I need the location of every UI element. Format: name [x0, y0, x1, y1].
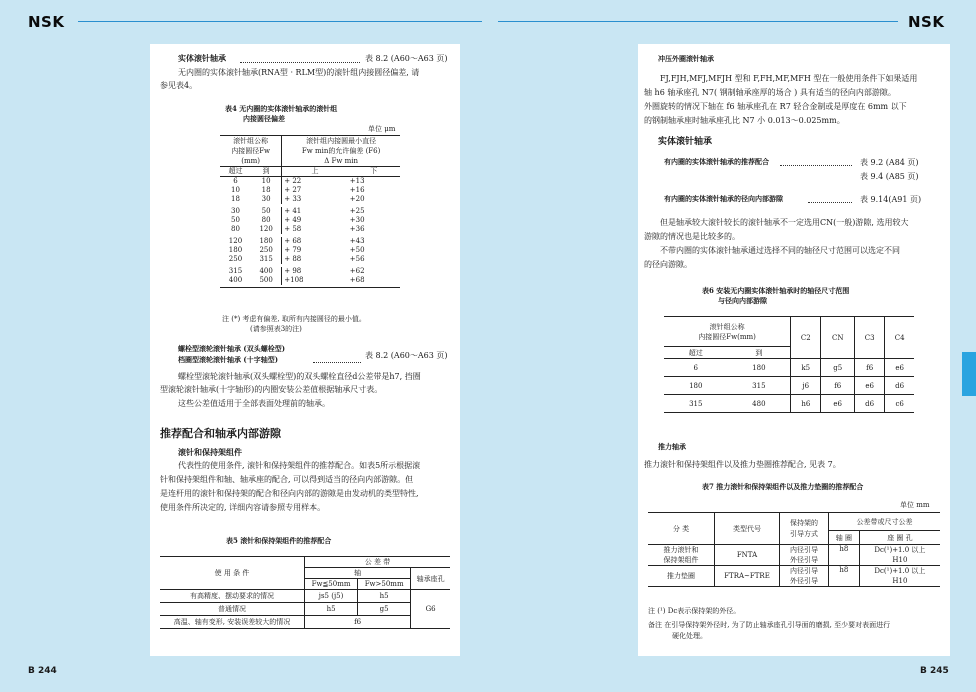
- stud-title-1: 螺栓型滚轮滚针轴承 (双头螺栓型): [178, 344, 286, 353]
- table6-row: [664, 395, 914, 413]
- stud-body-1: 螺栓型滚轮滚针轴承(双头螺栓型)的双头螺栓直径d公差带是h7, 挡圈: [178, 372, 421, 381]
- table4-unit: 单位 μm: [368, 125, 396, 133]
- table7-r2-housing-2: H10: [892, 577, 908, 585]
- table4-cell: +36: [349, 225, 365, 233]
- table4-cell: 80: [251, 216, 282, 225]
- table4-cell: 18: [231, 195, 240, 203]
- table6-cell: c6: [895, 399, 904, 408]
- table4-cell: 18: [251, 186, 282, 195]
- solid-needle-title: 实体滚针轴承: [178, 53, 226, 63]
- stud-title-2: 档圈型滚轮滚针轴承 (十字轴型): [178, 355, 279, 364]
- table4-cell: 315: [251, 255, 282, 266]
- table4-cell: +43: [349, 237, 365, 245]
- table4-cell: +25: [349, 207, 365, 215]
- table4-cell: 10: [251, 177, 282, 187]
- table4-row: [220, 255, 400, 266]
- table4: [220, 135, 400, 288]
- table7-note-2a: 备注 在引导保持架外径时, 为了防止轴承座孔引导面的磨损, 至少要对表面进行: [648, 621, 891, 629]
- table5-fw2: Fw>50mm: [358, 579, 411, 590]
- table4-body: [220, 177, 400, 288]
- table6-cell: f6: [855, 359, 885, 377]
- table7-r1-class-1: 推力滚针和: [663, 546, 699, 554]
- solid-needle-ref: 表 8.2 (A60～A63 页): [365, 54, 448, 63]
- drawn-cup-body-1: FJ,FJH,MFJ,MFJH 型和 F,FH,MF,MFH 型在一般使用条件下如果适用: [660, 74, 918, 83]
- table6-head-cn: CN: [821, 317, 855, 359]
- header-rule-left: [78, 21, 482, 22]
- table4-cell: 400: [228, 276, 243, 284]
- table6-cell: k5: [791, 359, 821, 377]
- thrust-body: 推力滚针和保持架组件以及推力垫圈推荐配合, 见表 7。: [644, 460, 841, 469]
- table4-caption-2: 内接圆径偏差: [243, 114, 285, 123]
- solid-title: 实体滚针轴承: [658, 137, 713, 147]
- table4-cell: 250: [251, 246, 282, 255]
- left-content-panel: [150, 44, 460, 656]
- table6-cell: e6: [821, 395, 855, 413]
- table6-cell: j6: [791, 377, 821, 395]
- table7-caption: 表7 推力滚针和保持架组件以及推力垫圈的推荐配合: [702, 482, 864, 491]
- table7-r2-type: FTRA~FTRE: [715, 566, 780, 587]
- table7-r1-guide-2: 外径引导: [790, 556, 818, 564]
- table4-row: [220, 266, 400, 277]
- table4-col1-line3: (mm): [241, 157, 260, 165]
- table5-row-shaft1: js5 (j5): [305, 590, 358, 603]
- table6-cell: 480: [728, 395, 791, 413]
- table7-r1-class-2: 保持架组件: [663, 556, 699, 564]
- table5-shaft-head: 轴: [305, 568, 411, 579]
- page-number-left: B 244: [28, 666, 57, 676]
- table4-cell: 315: [228, 267, 243, 275]
- table4-col2-line1: 滚针组内接圆最小直径: [306, 137, 377, 145]
- leader-dots: [780, 159, 852, 166]
- leader-dots: [240, 56, 360, 63]
- table7-head-housing: 座 圈 孔: [887, 533, 913, 542]
- table4-caption-1: 表4 无内圈的实体滚针轴承的滚针组: [225, 104, 338, 113]
- table7-head-guide-1: 保持架的: [790, 518, 818, 527]
- table7-r2-shaft: h8: [829, 566, 860, 587]
- table7-r2-guide-2: 外径引导: [790, 577, 818, 585]
- solid-body-2: 游隙的情况也是比较多的。: [644, 232, 740, 241]
- table5: [160, 556, 450, 629]
- table5-row-shaft: f6: [305, 616, 411, 629]
- solid-needle-body-2: 参见表4。: [160, 81, 198, 90]
- table4-cell: + 98: [284, 267, 302, 275]
- table6-col1-line2: 内接圆径Fw(mm): [698, 332, 756, 341]
- table6-head-c2: C2: [791, 317, 821, 359]
- fits-body-4: 使用条件所决定的, 详细内容请参照专用样本。: [160, 503, 326, 512]
- table7-head-type: 类型代号: [715, 513, 780, 545]
- table4-row: [220, 225, 400, 236]
- page-number-right: B 245: [920, 666, 949, 676]
- table4-sub-over: 超过: [228, 167, 243, 175]
- table4-cell: 400: [251, 266, 282, 277]
- table4-cell: 250: [228, 255, 243, 263]
- thrust-title: 推力轴承: [658, 442, 686, 451]
- table6-body: [664, 359, 914, 413]
- table6-cell: 180: [689, 381, 703, 390]
- table4-cell: +62: [349, 267, 365, 275]
- table4-col1-line1: 滚针组公称: [233, 137, 269, 145]
- table6-cell: f6: [821, 377, 855, 395]
- table4-cell: + 88: [284, 255, 302, 263]
- table4-cell: 30: [251, 195, 282, 206]
- table4-sub-to: 到: [251, 167, 282, 177]
- solid-ref2a: 表 9.14(A91 页): [860, 195, 922, 204]
- table7-r2-housing-1: Dc(¹)+1.0 以上: [874, 567, 926, 575]
- table4-sub-lower: 下: [370, 167, 378, 175]
- table7: [648, 512, 940, 587]
- table4-row: [220, 246, 400, 255]
- table4-row: [220, 276, 400, 285]
- table5-row-shaft1: h5: [305, 603, 358, 616]
- table7-note-1: 注 (¹) Dc表示保持架的外径。: [648, 607, 741, 615]
- solid-ref2-label: 有内圈的实体滚针轴承的径向内部游隙: [664, 194, 783, 203]
- table4-cell: 120: [228, 237, 243, 245]
- table6-caption-1: 表6 安装无内圈实体滚针轴承时的轴径尺寸范围: [702, 286, 850, 295]
- table6-col1-line1: 滚针组公称: [709, 322, 745, 331]
- table4-row: [220, 216, 400, 225]
- table7-r2-class: 推力垫圈: [648, 566, 715, 587]
- table5-row-cond: 有高精度、摆动要求的情况: [160, 590, 305, 603]
- solid-ref1b: 表 9.4 (A85 页): [860, 172, 919, 181]
- fits-subheading: 滚针和保持架组件: [178, 447, 242, 457]
- table5-housing-head: 轴承座孔: [416, 574, 445, 583]
- table4-cell: 500: [251, 276, 282, 285]
- solid-ref1-label: 有内圈的实体滚针轴承的推荐配合: [664, 157, 769, 166]
- table5-housing-val: G6: [425, 605, 436, 613]
- solid-body-4: 的径向游隙。: [644, 260, 692, 269]
- right-content-panel: [638, 44, 950, 656]
- table6-row: [664, 359, 914, 377]
- table6-head-c4: C4: [894, 333, 905, 342]
- table6-cell: 315: [689, 399, 703, 408]
- chapter-tab: [962, 352, 976, 396]
- table4-cell: +20: [349, 195, 365, 203]
- solid-needle-body-1: 无内圈的实体滚针轴承(RNA型 · RLM型)的滚针组内接圆径偏差, 请: [178, 68, 420, 77]
- table6-to: 到: [728, 347, 791, 359]
- table7-r1-housing-1: Dc(¹)+1.0 以上: [874, 546, 926, 554]
- table4-row: [220, 186, 400, 195]
- table6-cell: e6: [895, 363, 904, 372]
- table4-cell: + 33: [284, 195, 302, 203]
- drawn-cup-title: 冲压外圈滚针轴承: [658, 54, 714, 63]
- solid-body-3: 不带内圈的实体滚针轴承通过选择不同的轴径尺寸范围可以选定不同: [660, 246, 900, 255]
- solid-ref1a: 表 9.2 (A84 页): [860, 158, 919, 167]
- table6-cell: g5: [821, 359, 855, 377]
- table5-tol-head: 公 差 带: [305, 557, 451, 568]
- table4-cell: + 68: [284, 237, 302, 245]
- table4-row: [220, 236, 400, 247]
- table4-cell: +50: [349, 246, 365, 254]
- table7-r1-housing-2: H10: [892, 556, 908, 564]
- fits-body-1: 代表性的使用条件, 滚针和保持架组件的推荐配合。如表5所示根据滚: [178, 461, 421, 470]
- stud-body-2: 型滚轮滚针轴承(十字轴形)的内圈安装公差值根据轴承尺寸表。: [160, 385, 383, 394]
- table4-cell: + 22: [284, 177, 302, 185]
- table4-cell: 80: [231, 225, 240, 233]
- table4-cell: + 41: [284, 207, 302, 215]
- table6-cell: d6: [855, 395, 885, 413]
- table5-row-shaft2: g5: [358, 603, 411, 616]
- table4-cell: +68: [349, 276, 365, 284]
- table5-caption: 表5 滚针和保持架组件的推荐配合: [226, 536, 332, 545]
- table4-cell: + 27: [284, 186, 302, 194]
- drawn-cup-body-3: 外圈旋转的情况下轴在 f6 轴承座孔在 R7 轻合金制或是厚度在 6mm 以下: [644, 102, 907, 111]
- table4-cell: + 49: [284, 216, 302, 224]
- table4-col1-line2: 内接圆径Fw: [231, 147, 271, 155]
- table4-cell: 30: [231, 207, 240, 215]
- table4-cell: 50: [231, 216, 240, 224]
- table4-cell: + 79: [284, 246, 302, 254]
- table7-r1-type: FNTA: [715, 545, 780, 566]
- table4-col2-line3: Δ Fw min: [324, 157, 358, 165]
- table6-cell: 6: [693, 363, 698, 372]
- table4-cell: 6: [233, 177, 238, 185]
- right-page: [488, 0, 976, 692]
- table7-r2-guide-1: 内径引导: [790, 567, 818, 575]
- table6-cell: h6: [791, 395, 821, 413]
- table6-head-c3: C3: [855, 317, 885, 359]
- fits-heading: 推荐配合和轴承内部游隙: [160, 427, 281, 440]
- table6-cell: d6: [895, 381, 905, 390]
- table6-over: 超过: [688, 348, 703, 357]
- table6-caption-2: 与径向内部游隙: [718, 296, 767, 305]
- table4-cell: 180: [228, 246, 243, 254]
- stud-body-3: 这些公差值适用于全部表面处理前的轴承。: [178, 399, 330, 408]
- leader-dots: [808, 196, 852, 203]
- table4-row: [220, 206, 400, 217]
- table7-head-tol: 公差带或尺寸公差: [829, 513, 941, 531]
- leader-dots: [313, 356, 361, 363]
- table7-head-shaft: 轴 圈: [829, 531, 860, 545]
- table7-note-2b: 硬化处理。: [672, 632, 707, 640]
- fits-body-3: 是连杆用的滚针和保持架的配合和径向内部的游隙是由发动机的类型特性,: [160, 489, 419, 498]
- table7-r1-shaft: h8: [829, 545, 860, 566]
- nsk-logo-left: NSK: [28, 13, 65, 31]
- table4-cell: +16: [349, 186, 365, 194]
- drawn-cup-body-4: 的钢制轴承座时轴承座孔比 N7 小 0.013～0.025mm。: [644, 116, 845, 125]
- table4-cell: +30: [349, 216, 365, 224]
- table4-note-1: 注 (*) 考虑有偏差, 取所有内接圆径的最小值。: [222, 315, 366, 323]
- fits-body-2: 针和保持架组件和轴、轴承座的配合, 可以得到适当的径向内部游隙。但: [160, 475, 414, 484]
- header-rule-right: [498, 21, 898, 22]
- table4-spacer: [220, 285, 400, 287]
- table4-note-2: (请参照表3的注): [250, 325, 302, 333]
- nsk-logo-right: NSK: [908, 13, 945, 31]
- stud-ref: 表 8.2 (A60～A63 页): [365, 351, 448, 360]
- table4-cell: 180: [251, 236, 282, 247]
- table4-row: [220, 195, 400, 206]
- table4-cell: 10: [231, 186, 240, 194]
- table5-row-cond: 普通情况: [160, 603, 305, 616]
- table7-r1-guide-1: 内径引导: [790, 546, 818, 554]
- table4-cell: +13: [349, 177, 365, 185]
- table5-row-shaft2: h5: [358, 590, 411, 603]
- table6: [664, 316, 914, 413]
- table4-col2-line2: Fw min的允许偏差 (F6): [301, 147, 381, 155]
- drawn-cup-body-2: 轴 h6 轴承座孔 N7( 钢制轴承座厚的场合 ) 具有适当的径向内部游隙。: [644, 88, 896, 97]
- table6-cell: e6: [855, 377, 885, 395]
- table4-cell: 120: [251, 225, 282, 236]
- table7-unit: 单位 mm: [900, 501, 930, 509]
- table4-sub-upper: 上: [311, 167, 319, 175]
- table5-row-cond: 高温、轴有变形, 安装误差较大的情况: [160, 616, 305, 629]
- table4-cell: 50: [251, 206, 282, 217]
- table6-cell: 180: [728, 359, 791, 377]
- table6-cell: 315: [728, 377, 791, 395]
- table4-row: [220, 177, 400, 187]
- table4-cell: +108: [284, 276, 304, 284]
- table4-cell: +56: [349, 255, 365, 263]
- solid-body-1: 但是轴承较大滚针较长的滚针轴承不一定选用CN(一般)游隙, 选用较大: [660, 218, 909, 227]
- table6-row: [664, 377, 914, 395]
- table5-cond-head: 使 用 条 件: [160, 557, 305, 590]
- table7-head-guide-2: 引导方式: [790, 529, 818, 538]
- table7-head-class: 分 类: [648, 513, 715, 545]
- table5-fw1: Fw≦50mm: [305, 579, 358, 590]
- table4-cell: + 58: [284, 225, 302, 233]
